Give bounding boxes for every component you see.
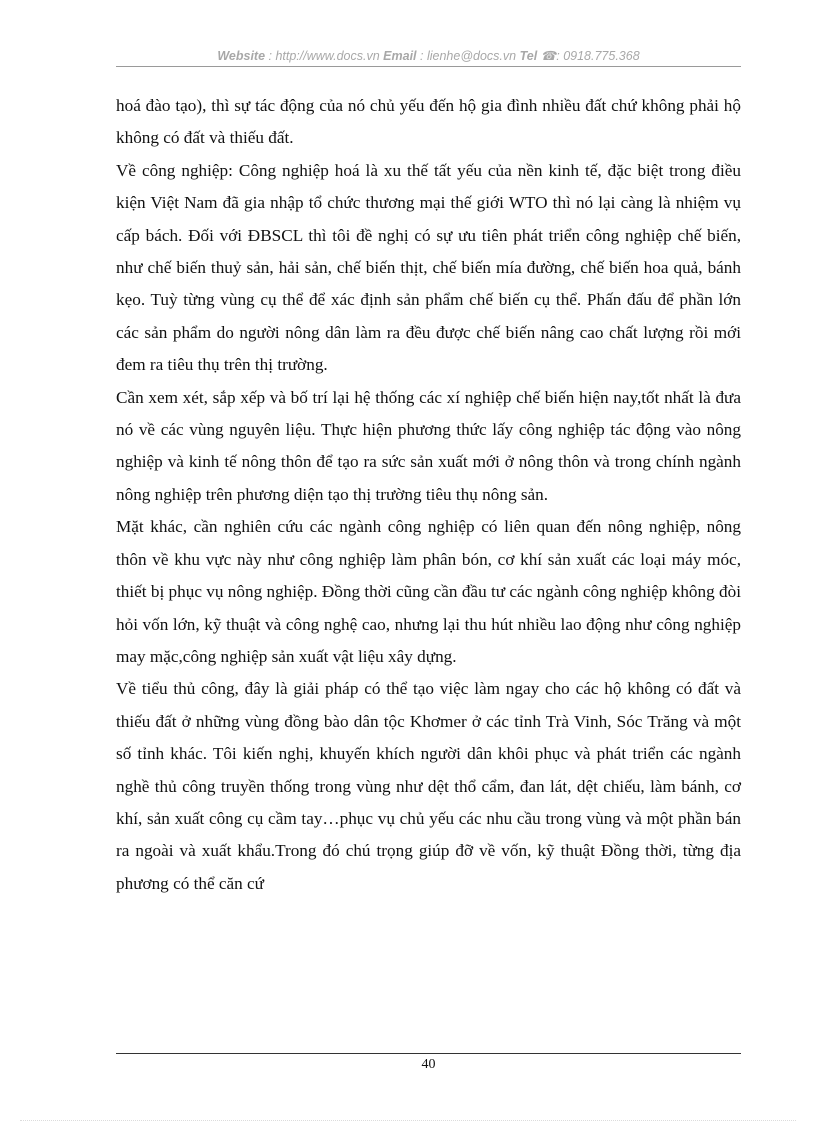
page-bottom-border — [20, 1120, 796, 1121]
header-divider — [116, 66, 741, 67]
email-value: : lienhe@docs.vn — [420, 49, 517, 63]
phone-icon: ☎ — [540, 49, 557, 63]
website-label: Website — [217, 49, 266, 63]
tel-value: : 0918.775.368 — [556, 49, 640, 63]
page-number: 40 — [421, 1057, 436, 1072]
body-text — [116, 90, 741, 900]
paragraph: Mặt khác, cần nghiên cứu các ngành công nghiệp có liên quan đến nông nghiệp, nông thôn về khu vực này như công nghiệp làm phân bón, cơ khí sản xuất các loại máy móc, thiết bị phục vụ nông nghiệp. Đồng thời cũng cần đầu tư các ngành công nghiệp không đòi hỏi vốn lớn, kỹ thuật và công nghệ cao, nhưng lại thu hút nhiều lao động như công nghiệp may mặc,công nghiệp sản xuất vật liệu xây dựng. — [116, 517, 741, 666]
footer-divider — [116, 1053, 741, 1054]
email-label: Email — [383, 49, 417, 63]
website-value: : http://www.docs.vn — [268, 49, 380, 63]
tel-label: Tel — [519, 49, 538, 63]
paragraph: Về tiểu thủ công, đây là giải pháp có thể tạo việc làm ngay cho các hộ không có đất và thiếu đất ở những vùng đồng bào dân tộc Khơmer ở các tỉnh Trà Vinh, Sóc Trăng và một số tỉnh khác. Tôi kiến nghị, khuyến khích người dân khôi phục và phát triển các ngành nghề thủ công truyền thống trong vùng như dệt thổ cẩm, đan lát, dệt chiếu, làm bánh, cơ khí, sản xuất công cụ cầm tay…phục vụ chủ yếu các nhu cầu trong vùng và một phần bán ra ngoài và xuất khẩu.Trong đó chú trọng giúp đỡ về vốn, kỹ thuật Đồng thời, từng địa phương có thể căn cứ — [116, 679, 741, 893]
paragraph: hoá đào tạo), thì sự tác động của nó chủ yếu đến hộ gia đình nhiều đất chứ không phải hộ không có đất và thiếu đất. — [116, 96, 741, 148]
paragraph: Cần xem xét, sắp xếp và bố trí lại hệ thống các xí nghiệp chế biến hiện nay,tốt nhất là đưa nó về các vùng nguyên liệu. Thực hiện phương thức lấy công nghiệp tác động vào nông nghiệp và kinh tế nông thôn để tạo ra sức sản xuất mới ở nông thôn và trong chính ngành nông nghiệp trên phương diện tạo thị trường tiêu thụ nông sản. — [116, 387, 741, 504]
paragraph: Về công nghiệp: Công nghiệp hoá là xu thế tất yếu của nền kinh tế, đặc biệt trong điều kiện Việt Nam đã gia nhập tổ chức thương mại thế giới WTO thì nó lại càng là nhiệm vụ cấp bách. Đối với ĐBSCL thì tôi đề nghị có sự ưu tiên phát triển công nghiệp chế biến, như chế biến thuỷ sản, hải sản, chế biến thịt, chế biến mía đường, chế biến hoa quả, bánh kẹo. Tuỳ từng vùng cụ thể để xác định sản phẩm chế biến cụ thể. Phấn đấu để phần lớn các sản phẩm do người nông dân làm ra đều được chế biến nâng cao chất lượng rồi mới đem ra tiêu thụ trên thị trường. — [116, 160, 741, 375]
page-header — [116, 48, 741, 63]
